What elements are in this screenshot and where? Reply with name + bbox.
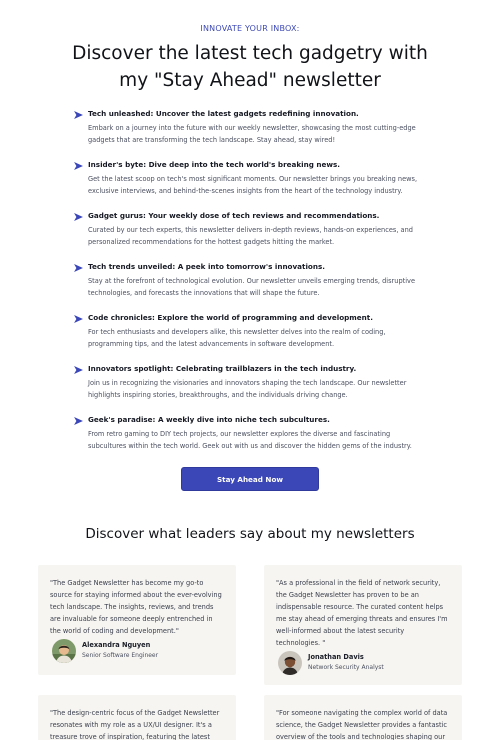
send-arrow-icon xyxy=(74,366,83,374)
send-arrow-icon xyxy=(74,162,83,170)
stay-ahead-button[interactable]: Stay Ahead Now xyxy=(181,467,319,491)
feature-title: Geek's paradise: A weekly dive into niche tech subcultures. xyxy=(88,415,330,424)
feature-item xyxy=(74,108,429,159)
testimonial-card xyxy=(38,565,236,675)
testimonial-card xyxy=(38,695,236,740)
send-arrow-icon xyxy=(74,213,83,221)
feature-title: Tech unleashed: Uncover the latest gadgets redefining innovation. xyxy=(88,109,359,118)
testimonial-card xyxy=(264,565,462,685)
send-arrow-icon xyxy=(74,264,83,272)
feature-item xyxy=(74,414,429,465)
send-arrow-icon xyxy=(74,111,83,119)
author-name: Jonathan Davis xyxy=(308,653,364,661)
avatar xyxy=(52,639,76,663)
feature-item xyxy=(74,261,429,312)
feature-title: Gadget gurus: Your weekly dose of tech reviews and recommendations. xyxy=(88,211,380,220)
author-name: Alexandra Nguyen xyxy=(82,641,151,649)
feature-item xyxy=(74,210,429,261)
testimonials-title: Discover what leaders say about my newsletters xyxy=(85,526,415,542)
feature-description: Stay at the forefront of technological evolution. Our newsletter unveils emerging trends, disruptive technologies, and forecasts the innovations that will shape the future. xyxy=(88,277,416,297)
author-role: Network Security Analyst xyxy=(308,664,384,671)
feature-item xyxy=(74,363,429,414)
feature-item xyxy=(74,312,429,363)
feature-title: Code chronicles: Explore the world of programming and development. xyxy=(88,313,373,322)
testimonial-author xyxy=(278,651,384,675)
send-arrow-icon xyxy=(74,417,83,425)
testimonial-quote: "For someone navigating the complex world of data science, the Gadget Newsletter provides a fantastic overview of the tools and technologies shaping our xyxy=(276,709,448,740)
feature-description: Embark on a journey into the future with our weekly newsletter, showcasing the most cutting-edge gadgets that are transforming the tech landscape. Stay ahead, stay wired! xyxy=(88,124,416,144)
send-arrow-icon xyxy=(74,315,83,323)
testimonial-author xyxy=(52,639,158,663)
feature-description: Join us in recognizing the visionaries and innovators shaping the tech landscape. Our newsletter highlights inspiring stories, breakthroughs, and the individuals driving change. xyxy=(88,379,407,399)
page-headline: Discover the latest tech gadgetry with my "Stay Ahead" newsletter xyxy=(72,43,428,91)
feature-description: From retro gaming to DIY tech projects, our newsletter explores the diverse and fascinating subcultures within the tech world. Geek out with us and discover the hidden gems of the industry. xyxy=(88,430,412,450)
feature-title: Tech trends unveiled: A peek into tomorrow's innovations. xyxy=(88,262,325,271)
testimonial-quote: "As a professional in the field of network security, the Gadget Newsletter has proven to be an indispensable resource. The curated content helps me stay ahead of emerging threats and ensures I'm well-informed about the latest security technologies. " xyxy=(276,579,448,647)
author-role: Senior Software Engineer xyxy=(82,652,159,659)
feature-description: Curated by our tech experts, this newsletter delivers in-depth reviews, hands-on experiences, and personalized recommendations for the hottest gadgets hitting the market. xyxy=(88,226,413,246)
testimonial-quote: "The design-centric focus of the Gadget Newsletter resonates with my role as a UX/UI designer. It's a treasure trove of inspiration, featuring the latest xyxy=(50,709,220,740)
testimonial-card xyxy=(264,695,462,740)
eyebrow-text: INNOVATE YOUR INBOX: xyxy=(200,24,300,33)
testimonial-quote: "The Gadget Newsletter has become my go-to source for staying informed about the ever-evolving tech landscape. The insights, reviews, and trends are invaluable for someone deeply entrenched in the world of coding and development." xyxy=(50,579,222,635)
feature-item xyxy=(74,159,429,210)
feature-title: Insider's byte: Dive deep into the tech world's breaking news. xyxy=(88,160,340,169)
feature-title: Innovators spotlight: Celebrating trailblazers in the tech industry. xyxy=(88,364,357,373)
feature-description: Get the latest scoop on tech's most significant moments. Our newsletter brings you breaking news, exclusive interviews, and behind-the-scenes insights from the heart of the technology industry. xyxy=(88,175,418,195)
avatar xyxy=(278,651,302,675)
feature-list xyxy=(74,108,429,465)
feature-description: For tech enthusiasts and developers alike, this newsletter delves into the realm of coding, programming tips, and the latest advancements in software development. xyxy=(88,328,386,348)
